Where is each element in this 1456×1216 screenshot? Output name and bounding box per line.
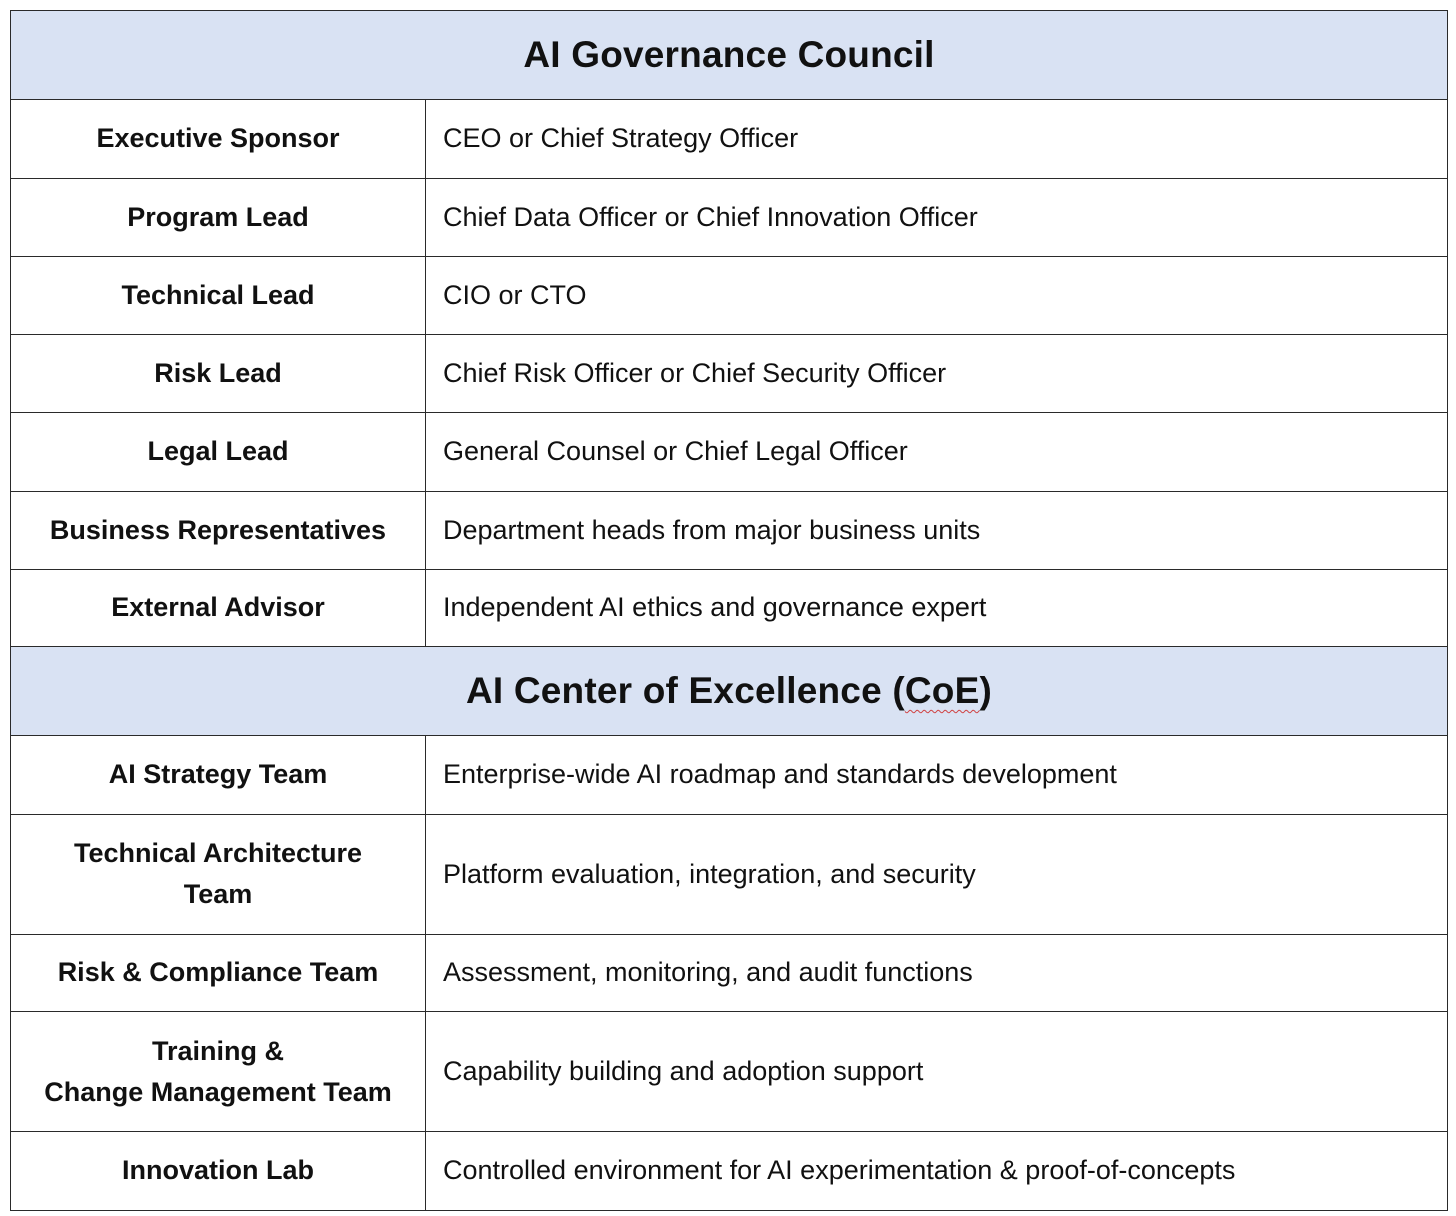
role-cell: Legal Lead bbox=[11, 413, 426, 491]
description-cell: Chief Data Officer or Chief Innovation Officer bbox=[426, 179, 1448, 256]
description-cell: Chief Risk Officer or Chief Security Officer bbox=[426, 335, 1448, 413]
table-row bbox=[11, 935, 1448, 1013]
role-cell: Technical Lead bbox=[11, 257, 426, 334]
role-cell: External Advisor bbox=[11, 570, 426, 647]
description-cell: Platform evaluation, integration, and security bbox=[426, 815, 1448, 934]
role-cell: Business Representatives bbox=[11, 492, 426, 569]
description-cell: Department heads from major business units bbox=[426, 492, 1448, 569]
governance-table bbox=[10, 10, 1448, 1211]
table-row bbox=[11, 100, 1448, 179]
section-title-suffix: ) bbox=[979, 670, 992, 711]
table-row bbox=[11, 1132, 1448, 1211]
section-title bbox=[466, 670, 992, 712]
role-cell: Program Lead bbox=[11, 179, 426, 256]
role-cell: Risk & Compliance Team bbox=[11, 935, 426, 1012]
table-row bbox=[11, 257, 1448, 335]
section-title: AI Governance Council bbox=[523, 34, 935, 75]
description-cell: General Counsel or Chief Legal Officer bbox=[426, 413, 1448, 491]
table-row bbox=[11, 1012, 1448, 1132]
description-cell: Assessment, monitoring, and audit functions bbox=[426, 935, 1448, 1012]
table-row bbox=[11, 570, 1448, 648]
spellcheck-flagged-word: CoE bbox=[904, 670, 980, 711]
section-header-governance-council bbox=[11, 11, 1448, 100]
description-cell: CEO or Chief Strategy Officer bbox=[426, 100, 1448, 178]
table-row bbox=[11, 736, 1448, 815]
table-row bbox=[11, 335, 1448, 414]
section-header-center-of-excellence bbox=[11, 647, 1448, 736]
role-cell: Risk Lead bbox=[11, 335, 426, 413]
description-cell: Capability building and adoption support bbox=[426, 1012, 1448, 1131]
role-cell: Executive Sponsor bbox=[11, 100, 426, 178]
table-row bbox=[11, 179, 1448, 257]
table-row bbox=[11, 492, 1448, 570]
table-row bbox=[11, 815, 1448, 935]
role-cell: Training & Change Management Team bbox=[11, 1012, 426, 1131]
description-cell: Controlled environment for AI experimentation & proof-of-concepts bbox=[426, 1132, 1448, 1210]
role-cell: Technical Architecture Team bbox=[11, 815, 426, 934]
description-cell: Independent AI ethics and governance expert bbox=[426, 570, 1448, 647]
role-cell: AI Strategy Team bbox=[11, 736, 426, 814]
role-cell: Innovation Lab bbox=[11, 1132, 426, 1210]
table-row bbox=[11, 413, 1448, 492]
description-cell: CIO or CTO bbox=[426, 257, 1448, 334]
description-cell: Enterprise-wide AI roadmap and standards development bbox=[426, 736, 1448, 814]
section-title-prefix: AI Center of Excellence ( bbox=[465, 670, 905, 711]
